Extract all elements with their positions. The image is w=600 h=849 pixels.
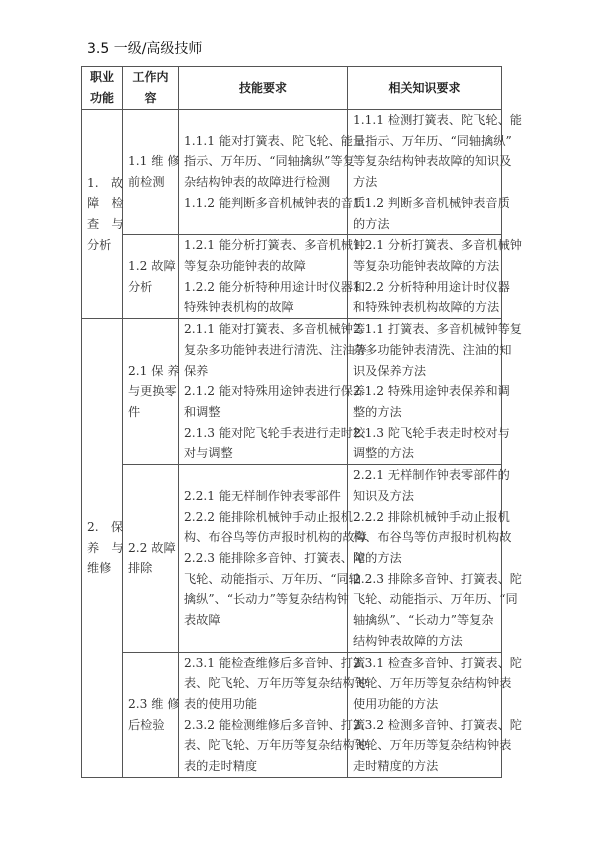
cell-line: 指示、万年历、“同轴擒纵”等复 [184, 154, 355, 169]
cell-line: 2.1.3 陀飞轮手表走时校对与 [353, 425, 510, 440]
cell-line: 1.2.2 能分析特种用途计时仪器和 [184, 279, 366, 294]
cell-line: 2.3 维 修 [128, 696, 180, 711]
table-row [82, 319, 502, 465]
cell-line: 和特殊钟表机构故障的方法 [353, 300, 500, 315]
cell-line: 2.1.2 能对特殊用途钟表进行保养 [184, 384, 366, 399]
cell-line: 2.2 故障 [128, 540, 176, 555]
cell-line: 表、陀飞轮、万年历等复杂结构钟 [184, 738, 367, 753]
header-skill-requirements [179, 67, 348, 110]
cell-line: 1.1.2 判断多音机械钟表音质 [353, 195, 510, 210]
header-knowledge-requirements [348, 67, 502, 110]
header-text: 功能 [89, 91, 114, 105]
table-row [82, 465, 502, 652]
cell-line: 2.2.1 无样制作钟表零部件的 [353, 468, 510, 483]
cell-line: 维修 [87, 561, 112, 576]
cell-line: 杂结构钟表的故障进行检测 [184, 175, 331, 190]
cell-line: 走时精度的方法 [353, 759, 439, 774]
cell-line: 2.2.2 排除机械钟手动止报机 [353, 509, 510, 524]
cell-line: 整的方法 [353, 405, 402, 420]
cell-line: 与更换零 [128, 384, 177, 399]
skill-cell [179, 235, 366, 319]
header-text: 相关知识要求 [388, 80, 461, 95]
cell-line: 1.2 故障 [128, 259, 176, 274]
cell-line: 对与调整 [184, 446, 233, 461]
cell-line: 构、布谷鸟等仿声报时机构的故障 [184, 530, 367, 545]
function-cell [82, 110, 123, 319]
work-content-cell [123, 465, 179, 652]
cell-line: 飞轮、动能指示、万年历、“同 [353, 592, 518, 607]
cell-line: 轴擒纵”、“长动力”等复杂 [353, 613, 494, 628]
header-function [82, 67, 123, 110]
knowledge-cell [348, 110, 522, 235]
cell-line: 飞轮、动能指示、万年历、“同轴 [184, 571, 361, 586]
cell-line: 后检验 [128, 717, 165, 732]
cell-line: 1. 故 [87, 175, 124, 190]
header-text: 职业 [89, 70, 114, 85]
cell-line: 1.1.1 检测打簧表、陀飞轮、能 [353, 113, 522, 127]
cell-line: 知识及方法 [353, 488, 414, 503]
work-content-cell [123, 110, 179, 235]
cell-line: 的方法 [353, 216, 390, 231]
cell-line: 件 [128, 405, 141, 420]
work-content-cell [123, 319, 179, 465]
cell-line: 飞轮、万年历等复杂结构钟表 [353, 676, 512, 691]
cell-line: 调整的方法 [353, 446, 414, 461]
work-content-cell [123, 235, 179, 319]
cell-line: 擒纵”、“长动力”等复杂结构钟 [184, 592, 349, 607]
cell-line: 飞轮、万年历等复杂结构钟表 [353, 738, 512, 753]
knowledge-cell [348, 465, 522, 652]
cell-line: 1.1 维 修 [128, 154, 180, 169]
table-row [82, 110, 502, 235]
cell-line: 和调整 [184, 405, 221, 420]
cell-line: 2.1 保 养 [128, 363, 180, 378]
cell-line: 2.1.2 特殊用途钟表保养和调 [353, 384, 510, 399]
cell-line: 2.1.3 能对陀飞轮手表进行走时校 [184, 425, 366, 440]
work-content-cell [123, 652, 179, 777]
cell-line: 等复杂功能钟表的故障 [184, 259, 306, 274]
skill-cell [179, 319, 367, 465]
cell-line: 使用功能的方法 [353, 696, 439, 711]
header-text: 工作内容 [132, 70, 169, 105]
cell-line: 方法 [353, 175, 378, 190]
cell-line: 前检测 [128, 175, 165, 190]
skill-cell [179, 465, 367, 652]
cell-line: 障 检 [87, 196, 124, 211]
cell-line: 2.2.2 能排除机械钟手动止报机 [184, 509, 353, 524]
cell-line: 特殊钟表机构的故障 [184, 300, 294, 315]
knowledge-cell [348, 235, 522, 319]
cell-line: 1.2.1 能分析打簧表、多音机械钟 [184, 238, 366, 253]
cell-line: 2.1.1 能对打簧表、多音机械钟等 [184, 322, 366, 337]
cell-line: 查 与 [87, 217, 124, 232]
cell-line: 排除 [128, 561, 153, 576]
header-text: 技能要求 [238, 80, 287, 95]
cell-line: 识及保养方法 [353, 363, 427, 378]
cell-line: 2. 保 [87, 519, 124, 534]
cell-line: 结构钟表故障的方法 [353, 633, 463, 648]
cell-line: 表故障 [184, 613, 221, 628]
cell-line: 构、布谷鸟等仿声报时机构故 [353, 530, 512, 545]
knowledge-cell [348, 652, 522, 777]
section-title: 3.5 一级/高级技师 [87, 41, 203, 57]
header-work-content [123, 67, 179, 110]
cell-line: 1.2.1 分析打簧表、多音机械钟 [353, 238, 522, 253]
cell-line: 2.2.3 排除多音钟、打簧表、陀 [353, 571, 522, 586]
cell-line: 养 与 [87, 540, 124, 555]
cell-line: 等复杂功能钟表故障的方法 [353, 259, 500, 274]
cell-line: 杂多功能钟表清洗、注油的知 [353, 342, 512, 357]
cell-line: 表的走时精度 [184, 759, 258, 774]
cell-line: 分析 [128, 279, 153, 294]
cell-line: 障的方法 [353, 551, 402, 566]
cell-line: 1.1.1 能对打簧表、陀飞轮、能量 [184, 133, 366, 148]
cell-line: 2.3.1 检查多音钟、打簧表、陀 [353, 655, 522, 670]
cell-line: 2.3.1 能检查维修后多音钟、打簧 [184, 655, 366, 670]
cell-line: 2.2.1 能无样制作钟表零部件 [184, 488, 341, 503]
cell-line: 2.3.2 检测多音钟、打簧表、陀 [353, 717, 522, 732]
cell-line: 复杂多功能钟表进行清洗、注油等 [184, 342, 367, 357]
cell-line: 2.3.2 能检测维修后多音钟、打簧 [184, 717, 366, 732]
cell-line: 2.1.1 打簧表、多音机械钟等复 [353, 322, 522, 337]
cell-line: 1.1.2 能判断多音机械钟表的音质 [184, 195, 366, 210]
table-row [82, 652, 502, 777]
cell-line: 1.2.2 分析特种用途计时仪器 [353, 279, 510, 294]
table-header-row [82, 67, 502, 110]
cell-line: 分析 [87, 237, 112, 252]
cell-line: 表、陀飞轮、万年历等复杂结构钟 [184, 676, 367, 691]
cell-line: 量指示、万年历、“同轴擒纵” [353, 133, 512, 148]
cell-line: 2.2.3 能排除多音钟、打簧表、陀 [184, 551, 366, 566]
skill-cell [179, 652, 367, 777]
table-row [82, 235, 502, 319]
cell-line: 等复杂结构钟表故障的知识及 [353, 154, 512, 169]
function-cell [82, 319, 123, 778]
cell-line: 表的使用功能 [184, 696, 258, 711]
cell-line: 保养 [184, 363, 209, 378]
skill-requirements-table [81, 66, 522, 778]
knowledge-cell [348, 319, 522, 465]
